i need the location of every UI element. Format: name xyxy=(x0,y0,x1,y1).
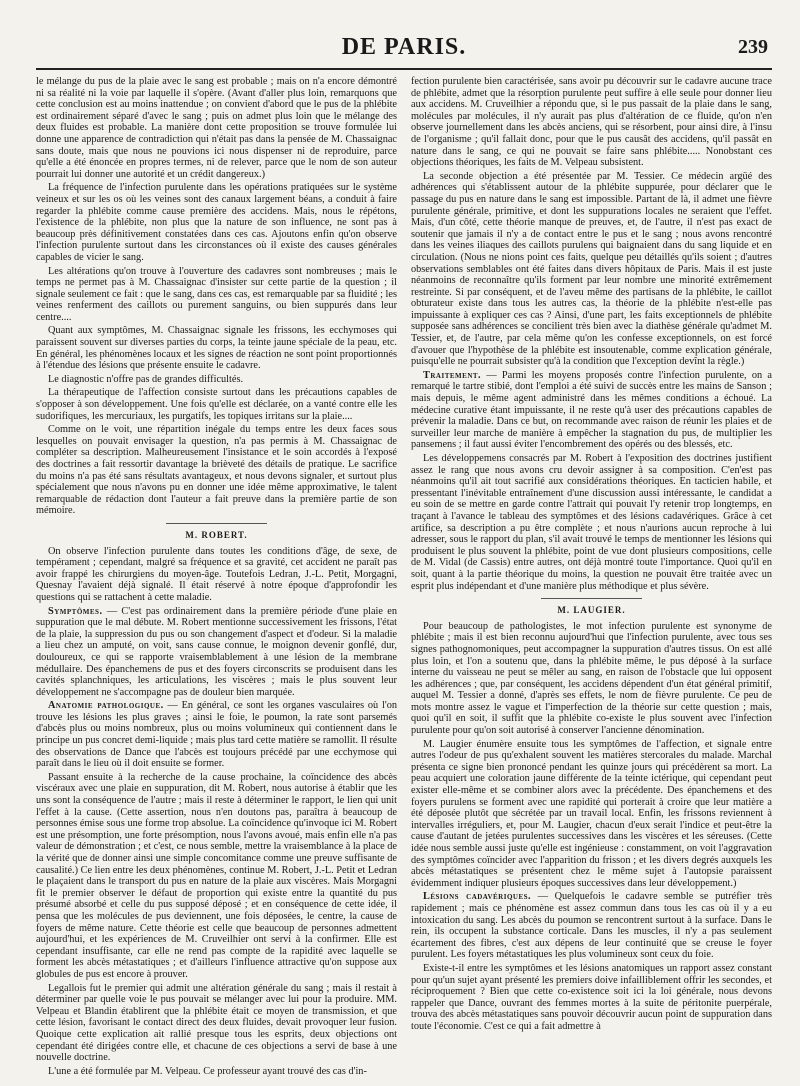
section-rule xyxy=(541,598,642,599)
page-number: 239 xyxy=(738,36,768,58)
paragraph: Passant ensuite à la recherche de la cause prochaine, la coïncidence des abcès viscéraux avec une plaie en suppuration, dit M. Robert, nous autorise à établir que les uns sont la conséquence de l'autre ; mais il reste à déterminer le rapport, le lien qui unit l'effet à la cause. (Cette assertion, nous n'en doutons pas, paraîtra à beaucoup de personnes émise sous une forme trop absolue. La coïncidence qu'invoque ici M. Robert est une présomption, une forte présomption, nous l'avons avoué, mais enfin elle n'a pas valeur de démonstration ; et c'est, ce nous semble, mettre la vraisemblance à la place de la vérité que de donner ainsi une simple concomitance comme une preuve suffisante de causalité.) Ce lien entre les deux phénomènes, continue M. Robert, J.-L. Petit et Ledran le plaçaient dans le transport du pus en nature de la plaie aux viscères. Mais Morgagni fit le premier observer le défaut de proportion qui existe entre la quantité du pus présumé absorbé et celle du pus supposé déposé ; et en conséquence de cette idée, il pensa que les molécules de pus deviennent, une fois déposées, le centre, la cause de foyers de même nature. Cette théorie est celle que beaucoup de personnes admettent aujourd'hui, et les expériences de M. Cruveilhier ont servi à la confirmer. Elle est cependant insuffisante, car elle ne rend pas compte de la rapidité avec laquelle se forment les abcès métastatiques ; et d'ailleurs l'influence attractive qu'on suppose aux globules de pus est encore à prouver. xyxy=(36,771,397,980)
paragraph: Le diagnostic n'offre pas de grandes difficultés. xyxy=(48,373,244,385)
run-in-heading: Lésions cadavériques. xyxy=(423,891,532,903)
left-column xyxy=(36,76,397,1086)
paragraph: Existe-t-il entre les symptômes et les lésions anatomiques un rapport assez constant pour qu'un sujet ayant présenté les premiers doive infailliblement offrir les secondes, et réciproquement ? Bien que cette co-existence soit ici la loi générale, nous devons rappeler que Dance, ouvrant des femmes mortes à la suite de péritonite puerpérale, trouva des abcès métastatiques sans pouvoir découvrir aucun point de suppuration dans toute l'économie. C'est ce qui a fait admettre à xyxy=(411,962,772,1032)
masthead-title: DE PARIS. xyxy=(341,34,467,60)
paragraph-body: — C'est pas ordinairement dans la première période d'une plaie en suppuration que le mal débute. M. Robert mentionne successivement les frissons, l'état de la plaie, la suppression du pus ou son changement d'aspect et d'odeur. Si la maladie a lieu chez un amputé, on voit, sans cause connue, le moignon devenir gonflé, dur, douloureux, ce qui se rapporte vraisemblablement à une lésion de la membrane médullaire. Des épanchemens de pus et des foyers circonscrits se produisent dans les cavités splanchniques, les articulations, les viscères ; mais le plus souvent leur développement ne s'accompagne pas de douleur bien marquée. xyxy=(36,605,397,698)
paragraph: le mélange du pus de la plaie avec le sang est probable ; mais on n'a encore démontré ni sa réalité ni la voie par laquelle il s'opère. (Avant d'aller plus loin, remarquons que cette conclusion est au moins inattendue ; on convient d'abord que le pus de la phlébite est ordinairement séparé d'avec le sang ; puis on admet plus loin que le mélange des deux fluides est probable. La manière dont cette proposition se trouve formulée lui donne une apparence de contradiction qui n'était pas dans la pensée de M. Chassaignac sans doute, mais que nous ne pouvions ici nous dispenser ni de reproduire, parce qu'elle a été énoncée en propres termes, ni de relever, parce que le nom de son auteur pourrait lui donner une autorité et un crédit dangereux.) xyxy=(36,76,397,180)
page-header xyxy=(36,30,772,70)
paragraph: Quant aux symptômes, M. Chassaignac signale les frissons, les ecchymoses qui paraissent souvent sur diverses parties du corps, la teinte jaune spéciale de la peau, etc. En général, les phénomènes locaux et les signes de réaction ne sont point proportionnés à l'étendue des lésions que présente ensuite le cadavre. xyxy=(36,325,397,372)
paragraph: La seconde objection a été présentée par M. Tessier. Ce médecin argüé des adhérences qui s'établissent autour de la phlébite suppurée, pour déclarer que le passage du pus en nature dans le sang est impossible. Partant de là, il admet une fièvre purulente générale, primitive, et dont les suppurations locales ne seraient que l'effet. Mais, d'un côté, cette théorie manque de preuves, et, de l'autre, il n'est pas exact de soutenir que jamais il n'y a de contact entre le pus et le sang ; nous avons rencontré dans les veines iliaques des caillots purulens qui baignaient dans du sang liquide et en circulation. (Nous ne nions point ces faits, quelque peu détaillés qu'ils soient ; d'autres observations semblables ont été faites dans divers hôpitaux de Paris. Mais il est juste néanmoins de reconnaître qu'ils forment par leur nombre une minorité extrêmement restreinte. Si par conséquent, et de l'aveu même des partisans de la phlébite, le caillot obturateur existe dans tous les autres cas, la théorie de la phlébite n'est-elle pas impuissante à expliquer ces cas ? Ainsi, d'une part, les faits exceptionnels de phlébite supposée sans adhérences se concilient très bien avec la diathèse générale qu'admet M. Tessier, et, de l'autre, par cela même qu'on les confesse exceptionnels, on est forcé d'avouer que l'hypothèse de la phlébite est insoutenable, comme explication générale, puisqu'elle ne pourrait subsister qu'à la condition que l'exception devînt la règle.) xyxy=(411,170,772,368)
paragraph: La fréquence de l'infection purulente dans les opérations pratiquées sur le système veineux et sur les os où les veines sont des canaux largement béans, a conduit à faire regarder la phlébite comme cause première des accidens. Mais, nous le répétons, l'existence de la phlébite, non plus que la nature de son influence, ne sont pas à beaucoup près définitivement constatées dans ces cas. Ajoutons enfin qu'on observe l'infection purulente surtout dans les circonstances où il existe des causes générales capables de vicier le sang. xyxy=(36,182,397,263)
paragraph: M. Laugier énumère ensuite tous les symptômes de l'affection, et signale entre autres l'odeur de pus qu'exhalent souvent les matières stercorales du malade. Marchal présenta ce signe bien prononcé pendant les quinze jours qui précédèrent sa mort. La peau acquiert une coloration jaune différente de la teinte ictérique, qui cependant peut exister elle-même et se combiner alors avec la précédente. Des épanchemens et des foyers purulens se forment avec une rapidité qui porterait à croire que leur matière a été déposée plutôt que sécrétée par un travail local. Enfin, les frissons reviennent à intervalles irréguliers, et, pour M. Laugier, chacun d'eux serait l'indice et peut-être la cause d'autant de jetées purulentes successives dans les viscères et les séreuses. (Cette idée nous semble aussi juste qu'elle est ingénieuse : constamment, on voit l'aggravation des symptômes coïncider avec l'apparition du frisson ; et les divers degrés auxquels les abcès métastatiques se présentent chez le même sujet à l'autopsie paraissent évidemment indiquer plusieurs époques successives dans leur développement.) xyxy=(411,738,772,889)
section-rule xyxy=(166,523,267,524)
paragraph-body: — En général, ce sont les organes vasculaires où l'on trouve les lésions les plus graves ; ainsi le foie, le poumon, la rate sont parsemés d'abcès plus ou moins nombreux, plus ou moins volumineux qui contiennent dans le principe un pus concret demi-liquide ; mais plus tard cette matière se ramollit. Il résulte des observations de Dance que l'abcès est toujours précédé par une ecchymose qui paraît dans le lieu où il doit ensuite se former. xyxy=(36,700,397,770)
text-columns xyxy=(36,76,772,1086)
paragraph: Pour beaucoup de pathologistes, le mot infection purulente est synonyme de phlébite ; mais il est bien reconnu aujourd'hui que l'infection purulente, avec tous ses signes pathognomoniques, peut accompagner la suppuration d'autres tissus. On est allé plus loin, et l'on a soutenu que, dans la phlébite même, le pus déposé à la surface interne du vaisseau ne peut se mêler au sang, en raison de l'obstacle que lui opposent les adhérences ; que, par conséquent, les accidens dépendent d'un état général primitif, auquel M. Tessier a donné, d'après ses effets, le nom de fièvre purulente. Ce peu de mots montre assez le vague et l'imperfection de la théorie sur cette question ; mais, quoi qu'il en soit, il suffit que la phlébite co-existe le plus souvent avec l'infection purulente pour qu'on soit autorisé à conserver l'ancienne dénomination. xyxy=(411,620,772,737)
paragraph: L'une a été formulée par M. Velpeau. Ce professeur ayant trouvé des cas d'in- xyxy=(48,1065,367,1077)
paragraph-body: — Quelquefois le cadavre semble se putréfier très rapidement ; mais ce phénomène est assez commun dans tous les cas où il y a eu intoxication du sang. Les abcès du poumon se rencontrent surtout à la surface. Dans le rein, ils occupent la substance corticale. Dans les muscles, il n'y a pas seulement écartement des fibres, c'est aux dépens de leur continuité que se creuse le foyer purulent. Les foyers métastatiques les plus volumineux sont ceux du foie. xyxy=(411,891,772,961)
paragraph xyxy=(411,891,772,961)
paragraph-body: — Parmi les moyens proposés contre l'infection purulente, on a remarqué le tartre stibié, dont l'emploi a été suivi de succès entre les mains de Sanson ; mais depuis, le même agent administré dans les mêmes conditions a échoué. La médecine curative étant impuissante, il ne reste qu'à user des précautions capables de prévenir la maladie. Dans ce but, on recommande avec raison de réunir les plaies et de surveiller leur marche de manière à empêcher la stagnation du pus, de multiplier les pansemens ; il faut aussi éviter l'encombrement des opérés ou des blessés, etc. xyxy=(411,369,772,451)
paragraph: On observe l'infection purulente dans toutes les conditions d'âge, de sexe, de tempérament ; cependant, malgré sa fréquence et sa gravité, cet accident ne paraît pas avoir frappé les chirurgiens du moyen-âge. Toutefois Ledran, J.-L. Petit, Morgagni, Quesnay l'avaient déjà signalé. Il était réservé à notre époque d'approfondir les questions qui se rattachent à cette maladie. xyxy=(36,545,397,603)
paragraph: Les développemens consacrés par M. Robert à l'exposition des doctrines justifient assez le rang que nous avons cru devoir assigner à sa composition. C'en'est pas néanmoins qu'il ait tout sacrifié aux considérations théoriques. En tacticien habile, et pressentant l'inévitable entraînement d'une discussion aussi intéressante, le candidat a eu soin de se mettre en garde contre l'attrait qui pouvait l'y retenir trop longtemps, en traçant à l'avance le tableau des symptômes et des lésions cadavériques. Grâce à cet artifice, sa description a pu être complète ; et nous n'aurions aucun reproche à lui adresser, sous le rapport du plan, s'il avait trouvé le temps de mentionner les lésions qui produisent le plus souvent la phlébite, point de vue dont plusieurs compositions, celle de M. Vidal (de Cassis) entre autres, ont déjà montré toute l'importance. Quoi qu'il en soit, quant à la partie théorique du moins, la question ne pouvait être traitée avec un esprit plus indépendant et d'une manière plus méthodique et plus sévère. xyxy=(411,453,772,592)
section-heading-laugier: M. LAUGIER. xyxy=(557,605,626,616)
paragraph: fection purulente bien caractérisée, sans avoir pu découvrir sur le cadavre aucune trace de phlébite, admet que la résorption purulente peut suffire à elle seule pour donner lieu aux accidens. M. Cruveilhier a répondu que, si le pus passait de la plaie dans le sang, molécules par molécules, il n'y aurait pas plus d'altération de ce fluide, qu'on n'en observe journellement dans les abcès anciens, qui se résorbent, pour ainsi dire, à l'insu de l'organisme ; qu'il fallait donc, pour que le pus causât des accidens, qu'il passât en nature dans le sang, ce qui ne pouvait se faire sans phlébite..... Nonobstant ces objections théoriques, les faits de M. Velpeau subsistent. xyxy=(411,76,772,169)
paragraph xyxy=(36,700,397,770)
right-column xyxy=(411,76,772,1086)
paragraph: Comme on le voit, une répartition inégale du temps entre les deux faces sous lesquelles on pouvait envisager la question, n'a pas permis à M. Chassaignac de compléter sa description. Malheureusement l'insistance et le soin accordés à l'exposé des doctrines a fait ressortir davantage la brièveté des détails de pratique. Le sacrifice du moins n'a pas été sans résultats avantageux, et nous devons signaler, et surtout plus spécialement que nous n'avons pu en donner une idée même approximative, le talent remarquable de rédaction dont l'auteur a fait preuve dans la première partie de son mémoire. xyxy=(36,424,397,517)
paragraph xyxy=(36,606,397,699)
paragraph: Legallois fut le premier qui admit une altération générale du sang ; mais il restait à déterminer par quelle voie le pus pouvait se mélanger avec lui pour la produire. MM. Velpeau et Blandin établirent que la phlébite était ce moyen de transmission, et que cette lésion, favorisant le contact direct des deux fluides, devait provoquer leur fusion. Quoique cette explication ait rallié presque tous les esprits, deux objections ont cependant été dirigées contre elle, et chacune de ces objections a servi de base à une nouvelle doctrine. xyxy=(36,982,397,1064)
paragraph: La thérapeutique de l'affection consiste surtout dans les précautions capables de s'opposer à son développement. Une fois qu'elle est déclarée, on a vanté contre elle les sudorifiques, les mercuriaux, les purgatifs, les topiques irritans sur la plaie.... xyxy=(36,387,397,422)
run-in-heading: Traitement. xyxy=(423,369,482,381)
run-in-heading: Anatomie pathologique. xyxy=(48,700,164,712)
paragraph xyxy=(411,370,772,451)
run-in-heading: Symptômes. xyxy=(48,605,103,617)
paragraph: Les altérations qu'on trouve à l'ouverture des cadavres sont nombreuses ; mais le temps ne permet pas à M. Chassaignac d'insister sur cette partie de la question ; il signale seulement ce fait : que le sang, dans ces cas, est remarquable par sa fluidité ; les veines renferment des caillots ou purement sanguins, ou bien suppurés dans leur centre.... xyxy=(36,265,397,323)
section-heading-robert: M. ROBERT. xyxy=(185,529,248,540)
